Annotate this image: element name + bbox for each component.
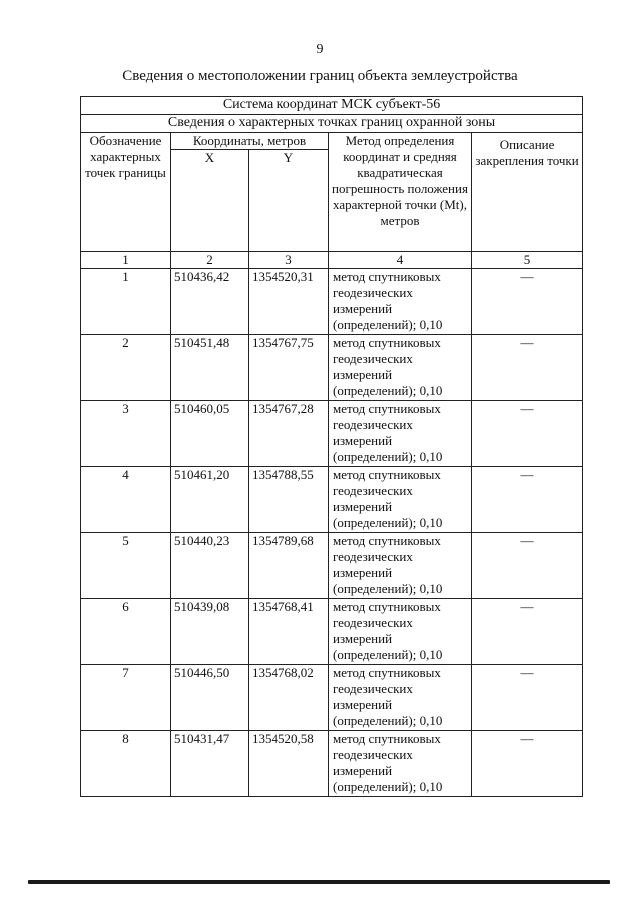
column-number: 1: [81, 252, 171, 269]
table-row: [81, 731, 583, 797]
coord-x: 510431,47: [171, 731, 249, 797]
column-number: 4: [329, 252, 472, 269]
point-id: 7: [81, 665, 171, 731]
coord-x: 510461,20: [171, 467, 249, 533]
header-y: Y: [249, 150, 329, 252]
point-id: 4: [81, 467, 171, 533]
document-title: Сведения о местоположении границ объекта землеустройства: [122, 68, 518, 84]
coord-y: 1354768,02: [249, 665, 329, 731]
description-cell: —: [472, 731, 583, 797]
coord-y: 1354789,68: [249, 533, 329, 599]
table-row: [81, 335, 583, 401]
header-coordinates: Координаты, метров: [171, 133, 329, 150]
page-number: 9: [316, 42, 324, 57]
coord-x: 510436,42: [171, 269, 249, 335]
coord-y: 1354520,58: [249, 731, 329, 797]
coordinate-system-row: [81, 97, 583, 115]
point-id: 3: [81, 401, 171, 467]
description-cell: —: [472, 269, 583, 335]
coord-x: 510440,23: [171, 533, 249, 599]
point-id: 8: [81, 731, 171, 797]
header-description: Описание закрепления точки: [472, 133, 583, 252]
table-row: [81, 599, 583, 665]
boundary-points-table: [80, 96, 583, 797]
coord-y: 1354767,75: [249, 335, 329, 401]
method-cell: метод спутниковых геодезических измерений (определений); 0,10: [329, 599, 472, 665]
column-number: 2: [171, 252, 249, 269]
description-cell: —: [472, 533, 583, 599]
coord-x: 510439,08: [171, 599, 249, 665]
coord-y: 1354767,28: [249, 401, 329, 467]
header-designation: Обозначение характерных точек границы: [81, 133, 171, 252]
method-cell: метод спутниковых геодезических измерений (определений); 0,10: [329, 269, 472, 335]
coordinate-system-cell: Система координат МСК субъект-56: [81, 97, 583, 115]
table-subtitle-row: [81, 115, 583, 133]
method-cell: метод спутниковых геодезических измерений (определений); 0,10: [329, 467, 472, 533]
coord-x: 510451,48: [171, 335, 249, 401]
column-number: 5: [472, 252, 583, 269]
table-row: [81, 533, 583, 599]
point-id: 6: [81, 599, 171, 665]
description-cell: —: [472, 599, 583, 665]
column-numbers-row: [81, 252, 583, 269]
method-cell: метод спутниковых геодезических измерений (определений); 0,10: [329, 665, 472, 731]
point-id: 1: [81, 269, 171, 335]
table-row: [81, 401, 583, 467]
method-cell: метод спутниковых геодезических измерений (определений); 0,10: [329, 335, 472, 401]
header-row-top: [81, 133, 583, 150]
table-row: [81, 665, 583, 731]
column-number: 3: [249, 252, 329, 269]
point-id: 2: [81, 335, 171, 401]
description-cell: —: [472, 335, 583, 401]
point-id: 5: [81, 533, 171, 599]
description-cell: —: [472, 401, 583, 467]
table-row: [81, 467, 583, 533]
coord-x: 510446,50: [171, 665, 249, 731]
method-cell: метод спутниковых геодезических измерений (определений); 0,10: [329, 533, 472, 599]
description-cell: —: [472, 467, 583, 533]
bottom-scan-border: [28, 880, 610, 884]
method-cell: метод спутниковых геодезических измерений (определений); 0,10: [329, 401, 472, 467]
table-subtitle-cell: Сведения о характерных точках границ охранной зоны: [81, 115, 583, 133]
method-cell: метод спутниковых геодезических измерений (определений); 0,10: [329, 731, 472, 797]
header-method: Метод определения координат и средняя квадратическая погрешность положения характерной точки (Mt), метров: [329, 133, 472, 252]
table-row: [81, 269, 583, 335]
coord-y: 1354520,31: [249, 269, 329, 335]
coord-x: 510460,05: [171, 401, 249, 467]
header-x: X: [171, 150, 249, 252]
coord-y: 1354788,55: [249, 467, 329, 533]
description-cell: —: [472, 665, 583, 731]
coord-y: 1354768,41: [249, 599, 329, 665]
